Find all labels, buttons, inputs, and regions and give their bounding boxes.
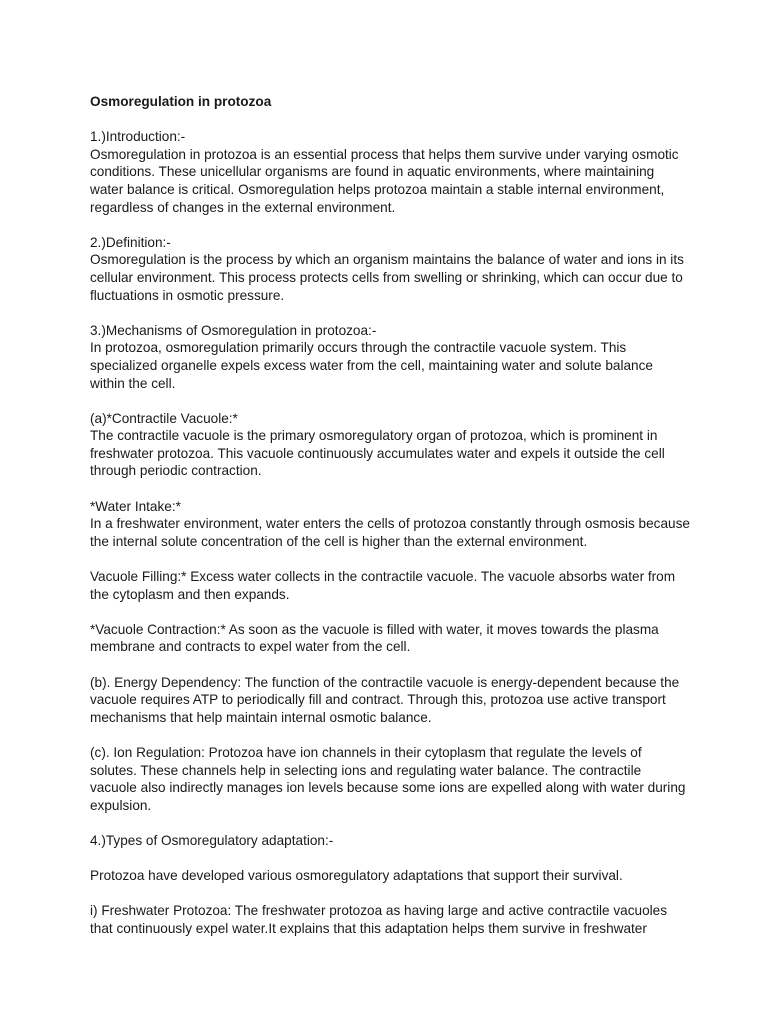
section-body: In a freshwater environment, water enters the cells of protozoa constantly through osmosis because the internal solute concentration of the cell is higher than the external environment. — [90, 516, 690, 549]
section-heading: *Water Intake:* — [90, 498, 181, 514]
paragraph-text: Protozoa have developed various osmoregulatory adaptations that support their survival. — [90, 868, 623, 884]
paragraph-text: *Vacuole Contraction:* As soon as the vacuole is filled with water, it moves towards the plasma membrane and contracts to expel water from the cell. — [90, 621, 659, 655]
paragraph-text: i) Freshwater Protozoa: The freshwater protozoa as having large and active contractile vacuoles that continuously expel water.It explains that this adaptation helps them survive in freshwater — [90, 903, 668, 936]
section-heading: 3.)Mechanisms of Osmoregulation in protozoa:- — [90, 322, 377, 338]
paragraph-text: 4.)Types of Osmoregulatory adaptation:- — [90, 832, 334, 848]
paragraph-energy-dependency — [90, 674, 690, 727]
section-introduction — [90, 128, 690, 216]
section-heading: (a)*Contractile Vacuole:* — [90, 410, 238, 426]
document-content — [90, 93, 690, 955]
paragraph-vacuole-contraction — [90, 621, 690, 656]
paragraph-text: (b). Energy Dependency: The function of the contractile vacuole is energy-dependent because the vacuole requires ATP to periodically fill and contract. Through this, protozoa use active transport mechanisms that help maintain internal osmotic balance. — [90, 674, 680, 725]
section-body: Osmoregulation is the process by which an organism maintains the balance of water and ions in its cellular environment. This process protects cells from swelling or shrinking, which can occur due to fluctuations in osmotic pressure. — [90, 252, 684, 303]
document-title: Osmoregulation in protozoa — [90, 94, 272, 109]
section-definition — [90, 234, 690, 304]
paragraph-types-heading — [90, 832, 690, 850]
section-heading: 1.)Introduction:- — [90, 129, 186, 145]
section-mechanisms — [90, 322, 690, 392]
section-body: In protozoa, osmoregulation primarily occurs through the contractile vacuole system. This specialized organelle expels excess water from the cell, maintaining water and solute balance within the cell. — [90, 340, 653, 391]
paragraph-text: (c). Ion Regulation: Protozoa have ion channels in their cytoplasm that regulate the levels of solutes. These channels help in selecting ions and regulating water balance. The contractile vacuole also indirectly manages ion levels because some ions are expelled along with water during expulsion. — [90, 744, 686, 813]
paragraph-ion-regulation — [90, 744, 690, 814]
paragraph-text: Vacuole Filling:* Excess water collects in the contractile vacuole. The vacuole absorbs water from the cytoplasm and then expands. — [90, 569, 676, 602]
section-body: Osmoregulation in protozoa is an essential process that helps them survive under varying osmotic conditions. These unicellular organisms are found in aquatic environments, where maintaining water balance is critical. Osmoregulation helps protozoa maintain a stable internal environment, regardless of changes in the external environment. — [90, 146, 679, 215]
paragraph-adaptations-intro — [90, 867, 690, 885]
section-water-intake — [90, 498, 690, 551]
section-contractile-vacuole — [90, 410, 690, 480]
section-body: The contractile vacuole is the primary osmoregulatory organ of protozoa, which is prominent in freshwater protozoa. This vacuole continuously accumulates water and expels it outside the cell through periodic contraction. — [90, 428, 665, 479]
section-heading: 2.)Definition:- — [90, 234, 171, 250]
paragraph-freshwater-protozoa — [90, 902, 690, 937]
paragraph-vacuole-filling — [90, 568, 690, 603]
